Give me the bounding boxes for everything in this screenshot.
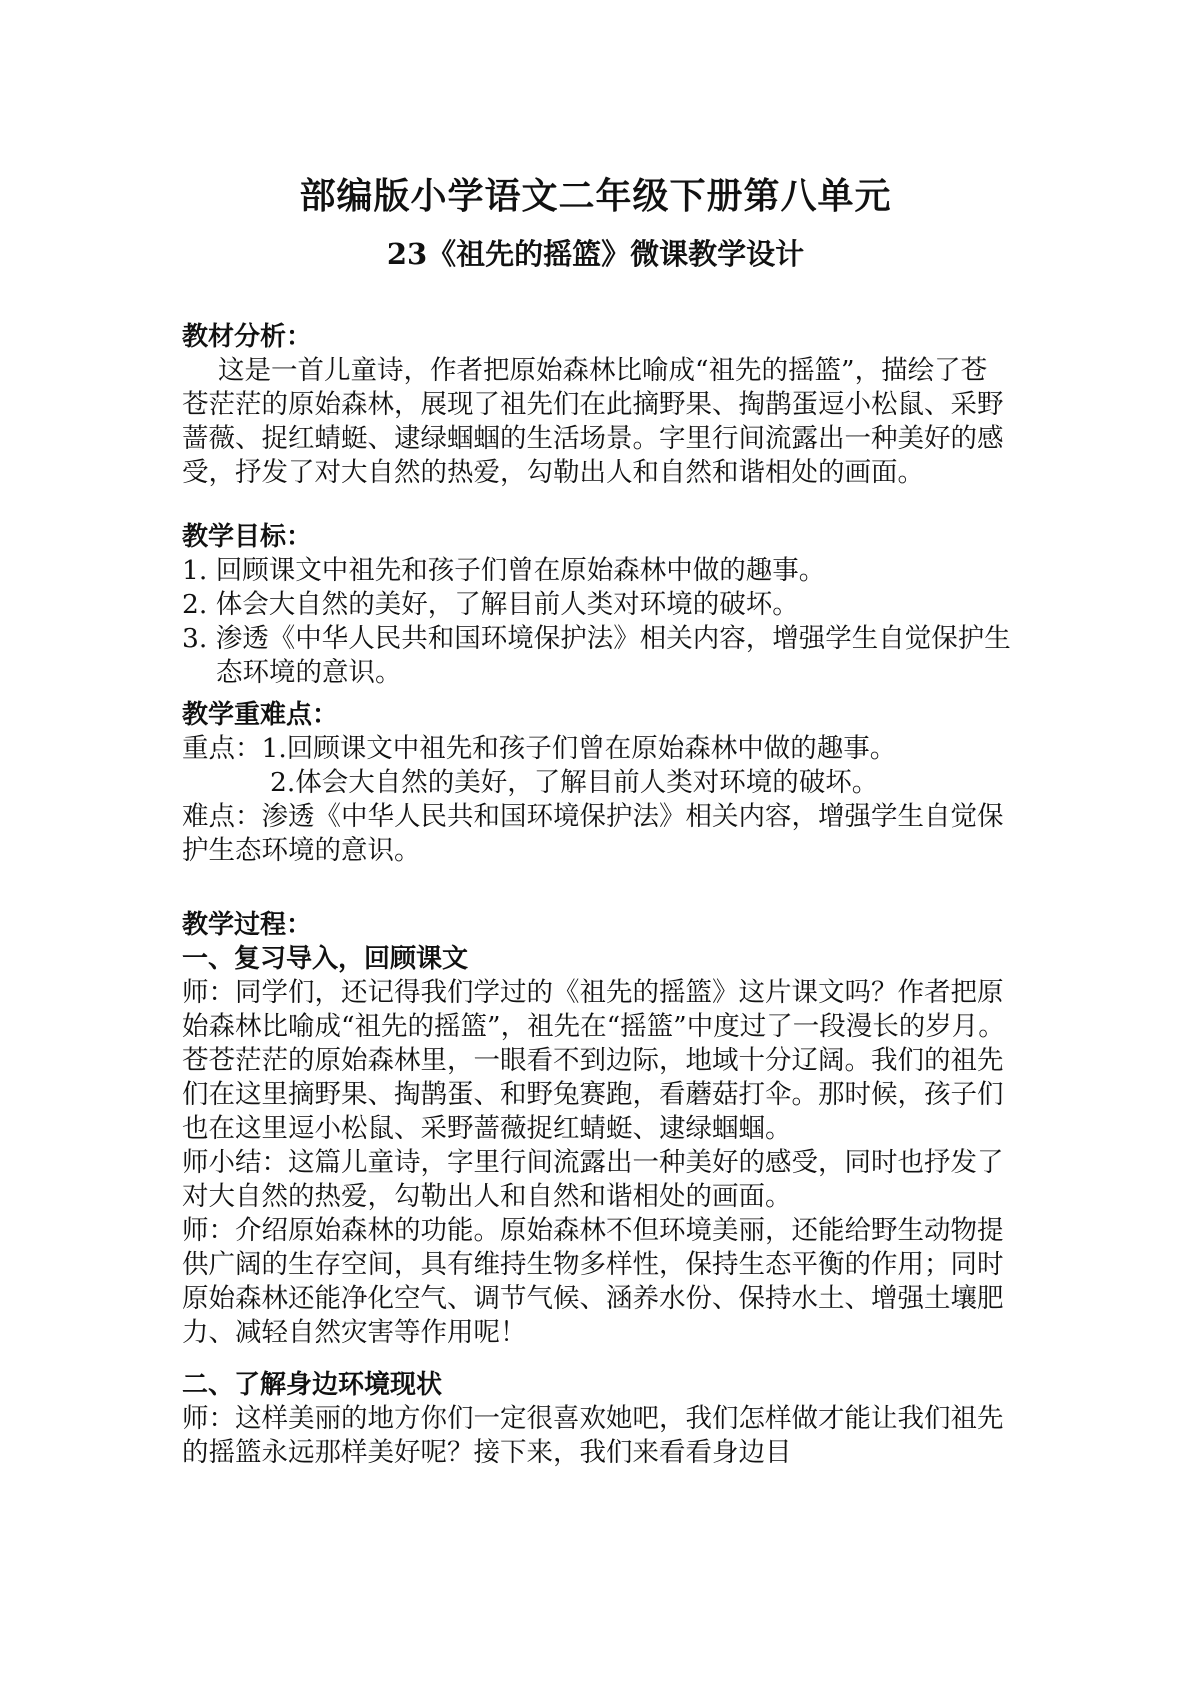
- key-point-1: 重点：1.回顾课文中祖先和孩子们曾在原始森林中做的趣事。: [182, 733, 897, 764]
- key-point-2: 2.体会大自然的美好，了解目前人类对环境的破坏。: [270, 767, 879, 798]
- keypoints-heading: 教学重难点：: [182, 700, 339, 730]
- section-goals: [182, 520, 1012, 690]
- section1-summary: 师小结：这篇儿童诗，字里行间流露出一种美好的感受，同时也抒发了对大自然的热爱，勾勒出人和自然和谐相处的画面。: [182, 1147, 1004, 1212]
- goal-item: 3. 渗透《中华人民共和国环境保护法》相关内容，增强学生自觉保护生态环境的意识。: [182, 623, 1011, 688]
- difficult-point: 难点：渗透《中华人民共和国环境保护法》相关内容，增强学生自觉保护生态环境的意识。: [182, 801, 1004, 866]
- analysis-body: 这是一首儿童诗，作者把原始森林比喻成“祖先的摇篮”，描绘了苍苍茫茫的原始森林，展现了祖先们在此摘野果、掏鹊蛋逗小松鼠、采野蔷薇、捉红蜻蜓、逮绿蝈蝈的生活场景。字里行间流露出一种美好的感受，抒发了对大自然的热爱，勾勒出人和自然和谐相处的画面。: [182, 355, 1004, 488]
- goals-heading: 教学目标：: [182, 522, 313, 552]
- section2-title: 二、了解身边环境现状: [182, 1370, 443, 1400]
- document-subtitle: 23《祖先的摇篮》微课教学设计: [386, 237, 805, 271]
- section-keypoints: [182, 698, 1012, 868]
- section1-forest-function: 师：介绍原始森林的功能。原始森林不但环境美丽，还能给野生动物提供广阔的生存空间，具有维持生物多样性，保持生态平衡的作用；同时原始森林还能净化空气、调节气候、涵养水份、保持水土、增强土壤肥力、减轻自然灾害等作用呢！: [182, 1215, 1004, 1348]
- goal-item: 1. 回顾课文中祖先和孩子们曾在原始森林中做的趣事。: [182, 555, 826, 586]
- analysis-heading: 教材分析：: [182, 322, 313, 352]
- document-title: 部编版小学语文二年级下册第八单元: [299, 176, 892, 217]
- section1-title: 一、复习导入，回顾课文: [182, 944, 469, 974]
- section-process: [182, 908, 1012, 1350]
- section2-paragraph: 师：这样美丽的地方你们一定很喜欢她吧，我们怎样做才能让我们祖先的摇篮永远那样美好呢？接下来，我们来看看身边目: [182, 1403, 1004, 1468]
- goal-item: 2. 体会大自然的美好，了解目前人类对环境的破坏。: [182, 589, 799, 620]
- section-analysis: [182, 320, 1012, 490]
- process-heading: 教学过程：: [182, 910, 313, 940]
- section1-paragraph: 师：同学们，还记得我们学过的《祖先的摇篮》这片课文吗？作者把原始森林比喻成“祖先的摇篮”，祖先在“摇篮”中度过了一段漫长的岁月。苍苍茫茫的原始森林里，一眼看不到边际，地域十分辽阔。我们的祖先们在这里摘野果、掏鹊蛋、和野兔赛跑，看蘑菇打伞。那时候，孩子们也在这里逗小松鼠、采野蔷薇捉红蜻蜓、逮绿蝈蝈。: [182, 977, 1005, 1144]
- section-environment: [182, 1368, 1012, 1470]
